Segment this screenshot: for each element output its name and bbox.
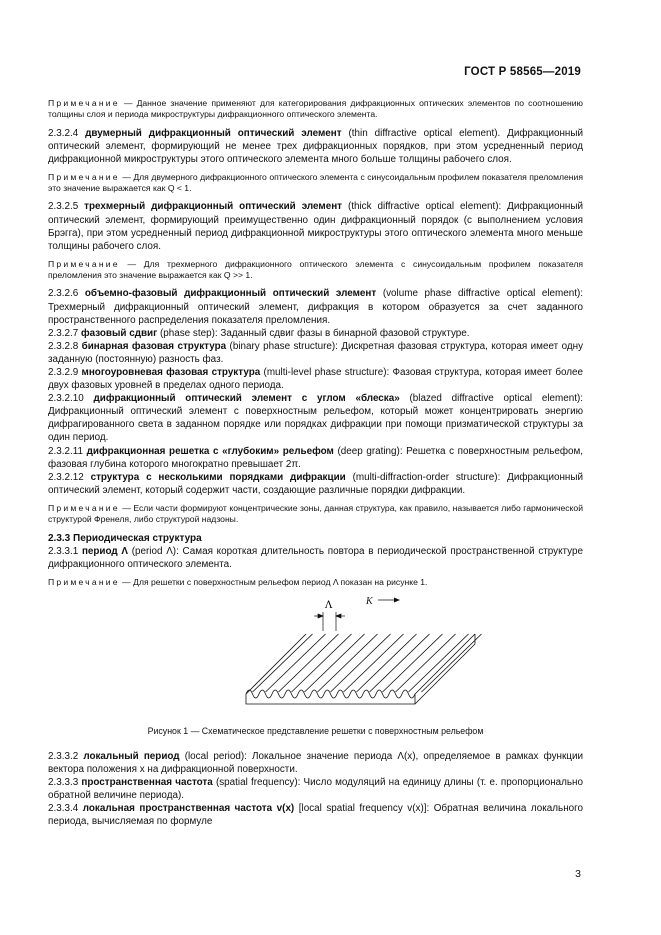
term: двумерный дифракционный оптический элемент: [85, 127, 342, 139]
lambda-label: Λ: [325, 600, 333, 612]
term: дифракционный оптический элемент с углом «блеска»: [93, 393, 400, 405]
note-1: Примечание — Данное значение применяют для категорирования дифракционных оптических элементов по соотношению толщины слоя и периода микроструктуры дифракционного оптического элемента.: [48, 98, 584, 120]
groove-line: [279, 634, 339, 692]
groove-line: [253, 634, 313, 692]
term: фазовый сдвиг: [80, 327, 158, 339]
grating-substrate: [246, 634, 475, 704]
clause-2-3-3-2: 2.3.3.2 локальный период (local period): Локальное значение периода Λ(x), определяемое в рамках функции вектора положения x на дифракционной поверхности.: [48, 751, 583, 776]
clause-2-3-2-11: 2.3.2.11 дифракционная решетка с «глубоким» рельефом (deep grating): Решетка с поверхностным рельефом, фазовая глубина которого многократно превышает 2π.: [48, 445, 584, 470]
note-3: Примечание — Для трехмерного дифракционного оптического элемента с синусоидальным профилем показателя преломления это значение выражается как Q >> 1.: [48, 258, 584, 281]
figure-caption: Рисунок 1 — Схематическое представление решетки с поверхностным рельефом: [147, 726, 484, 737]
groove-line: [422, 634, 482, 692]
clause-2-3-2-10: 2.3.2.10 дифракционный оптический элемент с углом «блеска» (blazed diffractive optical element): Дифракционный оптический элемент с поверхностным рельефом, который может концентрировать энергию дифрагированного света в заданном порядке или порядках дифракции при помощи призматической структуры за один период.: [48, 393, 583, 444]
figure-1: [48, 594, 583, 724]
page-number: 3: [575, 868, 581, 880]
section-heading: 2.3.3 Периодическая структура: [48, 532, 202, 544]
clause-2-3-2-12: 2.3.2.12 структура с несколькими порядками дифракции (multi-diffraction-order structure): Дифракционный оптический элемент, который содержит части, создающие различные порядки дифракции.: [48, 471, 583, 496]
term: локальный период: [83, 751, 180, 763]
groove-line: [318, 634, 378, 692]
note-5: Примечание — Для решетки с поверхностным рельефом период Λ показан на рисунке 1.: [48, 576, 428, 587]
term: многоуровневая фазовая структура: [81, 367, 261, 378]
grating-diagram: [48, 594, 583, 724]
page-content: [48, 92, 583, 829]
clause-2-3-2-6: 2.3.2.6 объемно-фазовый дифракционный оптический элемент (volume phase diffractive optical element): Трехмерный дифракционный оптический элемент, дифракция в котором образуется за счет заданного пространственного распределения показателя преломления.: [48, 288, 584, 326]
note-label: Примечание: [48, 98, 120, 108]
groove-line: [331, 634, 391, 692]
grating-grooves: [246, 634, 482, 704]
groove-line: [383, 634, 443, 692]
term: бинарная фазовая структура: [81, 340, 227, 352]
term: локальная пространственная частота v(x): [82, 803, 295, 815]
grating-edge: [246, 634, 306, 694]
term: объемно-фазовый дифракционный оптический элемент: [84, 288, 377, 300]
term: дифракционная решетка с «глубоким» рельефом: [86, 445, 334, 457]
term: структура с несколькими порядками дифракции: [90, 471, 346, 483]
period-marker: [314, 612, 345, 631]
note-2: Примечание — Для двумерного дифракционного оптического элемента с синусоидальным профилем показателя преломления это значение выражается как Q < 1.: [48, 171, 583, 194]
k-label: K: [366, 596, 373, 608]
wave-vector: [365, 596, 400, 607]
clause-2-3-2-5: 2.3.2.5 трехмерный дифракционный оптический элемент (thick diffractive optical element): Дифракционный оптический элемент, формирующий преимущественно один дифракционный порядок (с выполнением условия Брэгга), при этом усредненный период дифракционной микроструктуры этого оптического элемента много меньше толщины рабочего слоя.: [48, 201, 583, 252]
clause-2-3-3-1: 2.3.3.1 период Λ (period Λ): Самая короткая длительность повтора в периодической пространственной структуре дифракционного оптического элемента.: [48, 545, 583, 570]
note-4: Примечание — Если части формируют концентрические зоны, данная структура, как правило, называется либо гармонической структурой Френеля, либо структурой надзоны.: [48, 502, 583, 525]
term: трехмерный дифракционный оптический элемент: [84, 201, 342, 213]
groove-line: [305, 634, 365, 692]
document-header: ГОСТ Р 58565—2019: [464, 66, 581, 78]
groove-line: [357, 634, 417, 692]
term: пространственная частота: [81, 777, 213, 789]
clause-2-3-3-4: 2.3.3.4 локальная пространственная частота v(x) [local spatial frequency v(x)]: Обратная величина локального периода, вычисляемая по формуле: [48, 803, 584, 828]
groove-line: [266, 634, 326, 692]
clause-2-3-3-3: 2.3.3.3 пространственная частота (spatial frequency): Число модуляций на единицу длины (т. е. пропорционально обратной величине периода).: [48, 777, 583, 802]
clause-2-3-2-9: 2.3.2.9 многоуровневая фазовая структура (multi-level phase structure): Фазовая структура, которая имеет более двух фазовых уровней в пределах одного периода.: [48, 367, 583, 392]
groove-line: [344, 634, 404, 692]
clause-2-3-2-8: 2.3.2.8 бинарная фазовая структура (binary phase structure): Дискретная фазовая структура, которая имеет одну заданную (постоянную) разность фаз.: [48, 340, 584, 365]
grating-front-profile: [246, 690, 415, 698]
clause-2-3-2-4: 2.3.2.4 двумерный дифракционный оптический элемент (thin diffractive optical element). Дифракционный оптический элемент, формирующий не менее трех дифракционных порядков, при этом усредненный период дифракционной микроструктуры этого оптического элемента много больше толщины рабочего слоя.: [48, 127, 583, 165]
clause-2-3-2-7: 2.3.2.7 фазовый сдвиг (phase step): Заданный сдвиг фазы в бинарной фазовой структуре.: [48, 327, 470, 339]
groove-line: [292, 634, 352, 692]
groove-line: [409, 634, 469, 692]
term: период: [81, 545, 118, 557]
lambda-symbol: Λ: [121, 545, 128, 557]
groove-line: [370, 634, 430, 692]
